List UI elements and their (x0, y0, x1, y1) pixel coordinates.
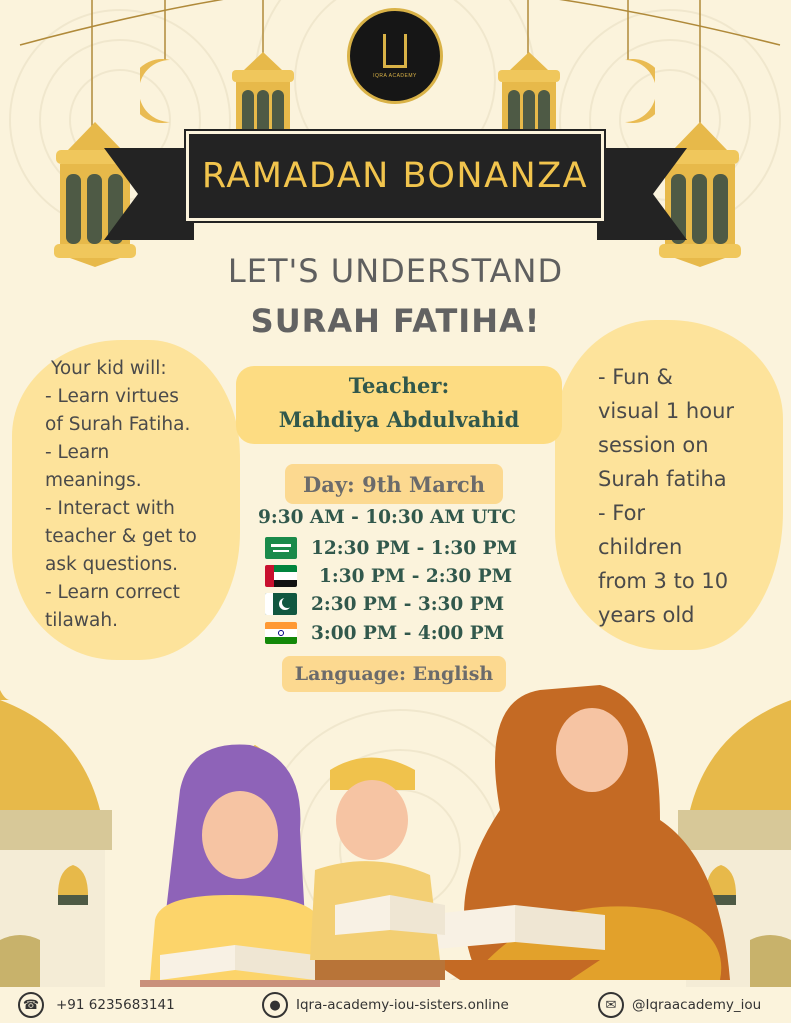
saudi-flag-icon (265, 537, 297, 559)
detail-line: visual 1 hour (598, 399, 735, 423)
logo-text: IQRA ACADEMY (373, 72, 417, 79)
banner-ribbon-right (597, 148, 687, 240)
headline-line-1: LET'S UNDERSTAND (227, 252, 564, 290)
footer-website[interactable] (262, 987, 509, 1023)
day-pill: Day: 9th March (285, 464, 503, 504)
teacher-box (236, 366, 562, 444)
email-text: @Iqraacademy_iou (632, 997, 762, 1013)
language-pill: Language: English (282, 656, 506, 692)
outcome-line: meanings. (45, 470, 142, 491)
academy-logo (347, 8, 443, 104)
footer-email[interactable] (598, 987, 761, 1023)
phone-text: +91 6235683141 (56, 997, 175, 1013)
teacher-label: Teacher: (348, 373, 450, 398)
footer-phone[interactable] (18, 987, 175, 1023)
detail-line: children (598, 535, 683, 559)
outcome-line: - Interact with (45, 498, 175, 519)
detail-line: - Fun & (598, 365, 673, 389)
time-row-india (265, 622, 504, 644)
session-details (598, 360, 778, 632)
learning-outcomes (45, 355, 235, 635)
outcomes-title: Your kid will: (51, 358, 167, 379)
lantern-icon (488, 52, 570, 142)
time-text: 12:30 PM - 1:30 PM (311, 537, 517, 559)
outcome-line: teacher & get to (45, 526, 197, 547)
time-row-saudi (265, 537, 517, 559)
mail-icon: ✉ (598, 992, 624, 1018)
crescent-moon-icon (603, 58, 655, 124)
headline-line-2: SURAH FATIHA! (250, 302, 541, 340)
detail-line: session on (598, 433, 709, 457)
detail-line: Surah fatiha (598, 467, 727, 491)
uae-flag-icon (265, 565, 297, 587)
website-text: Iqra-academy-iou-sisters.online (296, 997, 509, 1013)
footer (0, 987, 791, 1023)
outcome-line: - Learn virtues (45, 386, 179, 407)
outcome-line: - Learn (45, 442, 110, 463)
pakistan-flag-icon (265, 593, 297, 615)
banner-ribbon-left (104, 148, 194, 240)
outcome-line: tilawah. (45, 610, 118, 631)
detail-line: years old (598, 603, 695, 627)
time-text: 3:00 PM - 4:00 PM (311, 622, 505, 644)
time-row-pakistan (265, 593, 504, 615)
time-text: 1:30 PM - 2:30 PM (319, 565, 513, 587)
time-text: 2:30 PM - 3:30 PM (311, 593, 505, 615)
outcome-line: of Surah Fatiha. (45, 414, 191, 435)
phone-icon: ☎ (18, 992, 44, 1018)
india-flag-icon (265, 622, 297, 644)
children-reading-illustration (140, 680, 740, 987)
logo-mark-icon (383, 34, 407, 68)
time-row-uae (265, 565, 512, 587)
teacher-name: Mahdiya Abdulvahid (278, 407, 520, 432)
detail-line: from 3 to 10 (598, 569, 729, 593)
banner-title: RAMADAN BONANZA (201, 156, 589, 196)
utc-time: 9:30 AM - 10:30 AM UTC (258, 507, 516, 528)
lantern-icon (222, 52, 304, 142)
crescent-moon-icon (140, 58, 192, 124)
title-banner (186, 131, 604, 221)
outcome-line: - Learn correct (45, 582, 180, 603)
outcome-line: ask questions. (45, 554, 179, 575)
detail-line: - For (598, 501, 646, 525)
globe-icon: ● (262, 992, 288, 1018)
